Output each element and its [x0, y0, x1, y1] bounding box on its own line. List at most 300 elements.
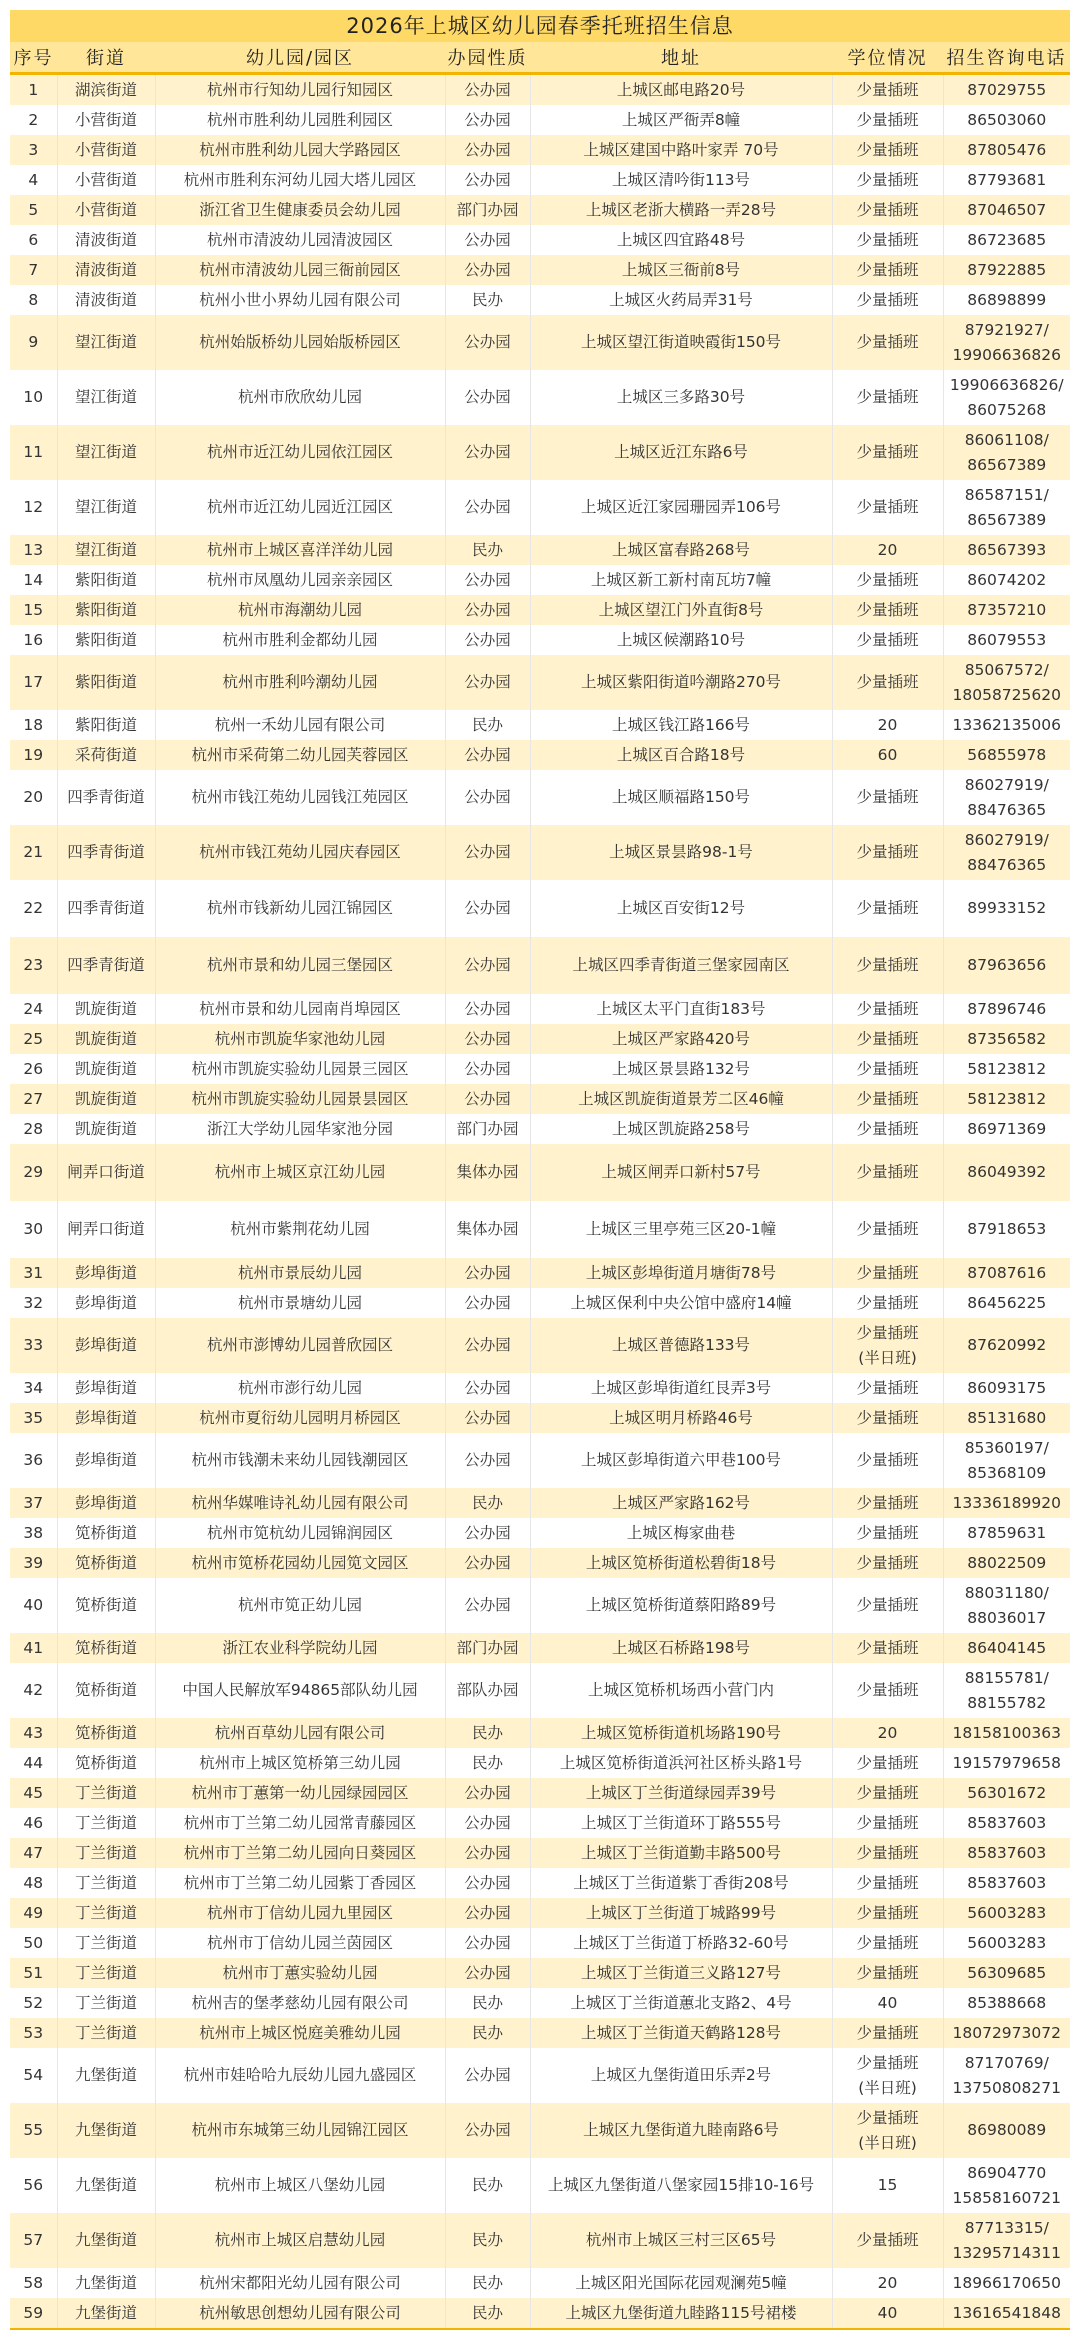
cell-no: 45 [10, 1778, 57, 1808]
cell-street: 清波街道 [57, 225, 155, 255]
cell-type: 集体办园 [445, 1201, 530, 1258]
cell-seats: 少量插班 (半日班) [832, 2103, 943, 2158]
cell-kindergarten: 杭州市采荷第二幼儿园芙蓉园区 [155, 740, 445, 770]
cell-no: 12 [10, 480, 57, 535]
table-row [10, 1288, 1070, 1318]
cell-street: 彭埠街道 [57, 1318, 155, 1373]
cell-seats: 少量插班 [832, 425, 943, 480]
table-row [10, 710, 1070, 740]
cell-seats: 少量插班 [832, 825, 943, 880]
table-row [10, 1808, 1070, 1838]
table-row [10, 565, 1070, 595]
cell-kindergarten: 杭州市钱新幼儿园江锦园区 [155, 880, 445, 937]
cell-type: 民办 [445, 285, 530, 315]
cell-street: 丁兰街道 [57, 1838, 155, 1868]
cell-seats: 40 [832, 2298, 943, 2329]
cell-seats: 少量插班 [832, 1201, 943, 1258]
cell-street: 望江街道 [57, 535, 155, 565]
cell-no: 56 [10, 2158, 57, 2213]
cell-kindergarten: 杭州小世小界幼儿园有限公司 [155, 285, 445, 315]
cell-no: 9 [10, 315, 57, 370]
cell-kindergarten: 杭州市笕桥花园幼儿园笕文园区 [155, 1548, 445, 1578]
cell-no: 46 [10, 1808, 57, 1838]
cell-type: 公办园 [445, 595, 530, 625]
cell-phone: 87805476 [943, 135, 1070, 165]
cell-type: 公办园 [445, 1868, 530, 1898]
table-row [10, 2048, 1070, 2103]
cell-address: 上城区清吟街113号 [530, 165, 832, 195]
cell-kindergarten: 杭州市丁兰第二幼儿园向日葵园区 [155, 1838, 445, 1868]
cell-phone: 86027919/ 88476365 [943, 770, 1070, 825]
cell-kindergarten: 杭州市娃哈哈九辰幼儿园九盛园区 [155, 2048, 445, 2103]
cell-address: 上城区保利中央公馆中盛府14幢 [530, 1288, 832, 1318]
cell-street: 紫阳街道 [57, 655, 155, 710]
cell-no: 16 [10, 625, 57, 655]
col-header-no: 序号 [10, 42, 57, 74]
cell-kindergarten: 杭州市凯旋实验幼儿园景昙园区 [155, 1084, 445, 1114]
cell-type: 公办园 [445, 994, 530, 1024]
cell-phone: 85837603 [943, 1838, 1070, 1868]
table-row [10, 1024, 1070, 1054]
table-row [10, 2268, 1070, 2298]
cell-seats: 少量插班 [832, 1054, 943, 1084]
table-row [10, 740, 1070, 770]
cell-street: 紫阳街道 [57, 625, 155, 655]
cell-address: 上城区富春路268号 [530, 535, 832, 565]
cell-kindergarten: 杭州市上城区悦庭美雅幼儿园 [155, 2018, 445, 2048]
cell-kindergarten: 杭州市近江幼儿园近江园区 [155, 480, 445, 535]
cell-phone: 87921927/ 19906636826 [943, 315, 1070, 370]
cell-phone: 87356582 [943, 1024, 1070, 1054]
col-header-street: 街道 [57, 42, 155, 74]
cell-phone: 86456225 [943, 1288, 1070, 1318]
cell-seats: 少量插班 [832, 1958, 943, 1988]
cell-no: 38 [10, 1518, 57, 1548]
cell-kindergarten: 杭州市澎行幼儿园 [155, 1373, 445, 1403]
table-row [10, 255, 1070, 285]
cell-kindergarten: 杭州市上城区喜洋洋幼儿园 [155, 535, 445, 565]
cell-no: 6 [10, 225, 57, 255]
table-row [10, 195, 1070, 225]
cell-street: 彭埠街道 [57, 1403, 155, 1433]
cell-no: 5 [10, 195, 57, 225]
cell-seats: 少量插班 [832, 225, 943, 255]
cell-address: 上城区丁兰街道天鹤路128号 [530, 2018, 832, 2048]
table-row [10, 1518, 1070, 1548]
cell-no: 35 [10, 1403, 57, 1433]
cell-street: 丁兰街道 [57, 1778, 155, 1808]
cell-street: 凯旋街道 [57, 1024, 155, 1054]
cell-address: 上城区九堡街道九睦南路6号 [530, 2103, 832, 2158]
table-row [10, 655, 1070, 710]
cell-kindergarten: 杭州市钱江苑幼儿园钱江苑园区 [155, 770, 445, 825]
cell-phone: 87170769/ 13750808271 [943, 2048, 1070, 2103]
table-row [10, 1403, 1070, 1433]
cell-phone: 86049392 [943, 1144, 1070, 1201]
cell-phone: 87859631 [943, 1518, 1070, 1548]
cell-no: 40 [10, 1578, 57, 1633]
cell-street: 丁兰街道 [57, 1868, 155, 1898]
cell-kindergarten: 杭州市夏衍幼儿园明月桥园区 [155, 1403, 445, 1433]
cell-phone: 87793681 [943, 165, 1070, 195]
cell-seats: 少量插班 [832, 625, 943, 655]
cell-phone: 85388668 [943, 1988, 1070, 2018]
cell-kindergarten: 杭州市丁信幼儿园九里园区 [155, 1898, 445, 1928]
cell-no: 10 [10, 370, 57, 425]
cell-type: 民办 [445, 2213, 530, 2268]
cell-kindergarten: 杭州市胜利幼儿园大学路园区 [155, 135, 445, 165]
table-row [10, 74, 1070, 106]
cell-phone: 85067572/ 18058725620 [943, 655, 1070, 710]
cell-phone: 86587151/ 86567389 [943, 480, 1070, 535]
cell-address: 上城区百安街12号 [530, 880, 832, 937]
cell-no: 2 [10, 105, 57, 135]
cell-kindergarten: 杭州市笕杭幼儿园锦润园区 [155, 1518, 445, 1548]
cell-seats: 少量插班 [832, 1778, 943, 1808]
cell-type: 公办园 [445, 480, 530, 535]
cell-seats: 少量插班 [832, 1258, 943, 1288]
cell-type: 公办园 [445, 225, 530, 255]
cell-no: 13 [10, 535, 57, 565]
cell-type: 公办园 [445, 1288, 530, 1318]
cell-phone: 13336189920 [943, 1488, 1070, 1518]
cell-type: 公办园 [445, 565, 530, 595]
cell-seats: 少量插班 [832, 135, 943, 165]
cell-kindergarten: 杭州市紫荆花幼儿园 [155, 1201, 445, 1258]
cell-kindergarten: 杭州市丁蕙实验幼儿园 [155, 1958, 445, 1988]
table-row [10, 825, 1070, 880]
cell-seats: 少量插班 [832, 1633, 943, 1663]
cell-kindergarten: 杭州市海潮幼儿园 [155, 595, 445, 625]
table-row [10, 1433, 1070, 1488]
cell-address: 上城区严衙弄8幢 [530, 105, 832, 135]
cell-phone: 86074202 [943, 565, 1070, 595]
col-header-address: 地址 [530, 42, 832, 74]
cell-no: 36 [10, 1433, 57, 1488]
table-row [10, 135, 1070, 165]
cell-kindergarten: 杭州宋都阳光幼儿园有限公司 [155, 2268, 445, 2298]
cell-address: 上城区邮电路20号 [530, 74, 832, 106]
cell-no: 37 [10, 1488, 57, 1518]
cell-kindergarten: 杭州华媒唯诗礼幼儿园有限公司 [155, 1488, 445, 1518]
cell-no: 52 [10, 1988, 57, 2018]
cell-phone: 87918653 [943, 1201, 1070, 1258]
cell-kindergarten: 杭州市上城区八堡幼儿园 [155, 2158, 445, 2213]
table-row [10, 1958, 1070, 1988]
cell-kindergarten: 浙江省卫生健康委员会幼儿园 [155, 195, 445, 225]
cell-type: 公办园 [445, 105, 530, 135]
cell-address: 上城区景昙路98-1号 [530, 825, 832, 880]
cell-no: 19 [10, 740, 57, 770]
cell-seats: 少量插班 [832, 880, 943, 937]
cell-street: 湖滨街道 [57, 74, 155, 106]
cell-address: 上城区顺福路150号 [530, 770, 832, 825]
cell-street: 小营街道 [57, 105, 155, 135]
cell-kindergarten: 杭州市丁蕙第一幼儿园绿园园区 [155, 1778, 445, 1808]
cell-street: 九堡街道 [57, 2158, 155, 2213]
cell-seats: 少量插班 [832, 565, 943, 595]
cell-seats: 少量插班 [832, 1548, 943, 1578]
cell-phone: 86898899 [943, 285, 1070, 315]
cell-seats: 少量插班 [832, 1288, 943, 1318]
cell-phone: 85837603 [943, 1868, 1070, 1898]
cell-seats: 少量插班 (半日班) [832, 1318, 943, 1373]
table-row [10, 105, 1070, 135]
cell-seats: 60 [832, 740, 943, 770]
cell-type: 民办 [445, 710, 530, 740]
cell-address: 上城区丁兰街道丁城路99号 [530, 1898, 832, 1928]
cell-seats: 少量插班 [832, 1433, 943, 1488]
cell-phone: 87963656 [943, 937, 1070, 994]
cell-type: 民办 [445, 2268, 530, 2298]
sheet-title: 2026年上城区幼儿园春季托班招生信息 [10, 10, 1070, 42]
cell-seats: 少量插班 [832, 1898, 943, 1928]
cell-address: 上城区近江东路6号 [530, 425, 832, 480]
cell-address: 上城区彭埠街道六甲巷100号 [530, 1433, 832, 1488]
table-row [10, 2018, 1070, 2048]
cell-type: 公办园 [445, 2048, 530, 2103]
cell-kindergarten: 中国人民解放军94865部队幼儿园 [155, 1663, 445, 1718]
cell-street: 望江街道 [57, 425, 155, 480]
cell-seats: 少量插班 [832, 1518, 943, 1548]
cell-phone: 86723685 [943, 225, 1070, 255]
cell-type: 公办园 [445, 1024, 530, 1054]
cell-phone: 56855978 [943, 740, 1070, 770]
cell-type: 民办 [445, 535, 530, 565]
cell-phone: 86404145 [943, 1633, 1070, 1663]
cell-no: 29 [10, 1144, 57, 1201]
cell-address: 上城区景昙路132号 [530, 1054, 832, 1084]
cell-street: 彭埠街道 [57, 1433, 155, 1488]
cell-address: 上城区丁兰街道丁桥路32-60号 [530, 1928, 832, 1958]
cell-phone: 87029755 [943, 74, 1070, 106]
cell-kindergarten: 杭州市清波幼儿园清波园区 [155, 225, 445, 255]
cell-kindergarten: 杭州市胜利吟潮幼儿园 [155, 655, 445, 710]
table-row [10, 1718, 1070, 1748]
cell-street: 笕桥街道 [57, 1748, 155, 1778]
cell-seats: 少量插班 [832, 595, 943, 625]
cell-seats: 少量插班 [832, 285, 943, 315]
cell-phone: 56301672 [943, 1778, 1070, 1808]
cell-street: 笕桥街道 [57, 1518, 155, 1548]
table-row [10, 770, 1070, 825]
cell-street: 小营街道 [57, 135, 155, 165]
cell-seats: 少量插班 [832, 2213, 943, 2268]
cell-type: 公办园 [445, 625, 530, 655]
cell-address: 上城区望江街道映霞街150号 [530, 315, 832, 370]
cell-type: 民办 [445, 1488, 530, 1518]
cell-seats: 20 [832, 2268, 943, 2298]
cell-street: 丁兰街道 [57, 1898, 155, 1928]
cell-kindergarten: 杭州百草幼儿园有限公司 [155, 1718, 445, 1748]
cell-type: 公办园 [445, 1838, 530, 1868]
cell-kindergarten: 杭州始版桥幼儿园始版桥园区 [155, 315, 445, 370]
cell-kindergarten: 杭州市景辰幼儿园 [155, 1258, 445, 1288]
table-row [10, 1898, 1070, 1928]
cell-address: 上城区梅家曲巷 [530, 1518, 832, 1548]
table-row [10, 225, 1070, 255]
cell-street: 小营街道 [57, 165, 155, 195]
table-row [10, 315, 1070, 370]
cell-kindergarten: 杭州市澎博幼儿园普欣园区 [155, 1318, 445, 1373]
cell-street: 九堡街道 [57, 2213, 155, 2268]
cell-type: 民办 [445, 1988, 530, 2018]
cell-address: 上城区百合路18号 [530, 740, 832, 770]
cell-no: 17 [10, 655, 57, 710]
cell-kindergarten: 杭州市景和幼儿园南肖埠园区 [155, 994, 445, 1024]
cell-no: 54 [10, 2048, 57, 2103]
col-header-type: 办园性质 [445, 42, 530, 74]
cell-no: 31 [10, 1258, 57, 1288]
cell-address: 上城区新工新村南瓦坊7幢 [530, 565, 832, 595]
cell-phone: 85837603 [943, 1808, 1070, 1838]
cell-address: 上城区丁兰街道环丁路555号 [530, 1808, 832, 1838]
cell-street: 凯旋街道 [57, 1054, 155, 1084]
cell-seats: 少量插班 [832, 315, 943, 370]
cell-address: 上城区笕桥街道浜河社区桥头路1号 [530, 1748, 832, 1778]
cell-type: 公办园 [445, 1548, 530, 1578]
cell-street: 九堡街道 [57, 2298, 155, 2329]
cell-no: 3 [10, 135, 57, 165]
cell-no: 41 [10, 1633, 57, 1663]
cell-address: 上城区凯旋街道景芳二区46幢 [530, 1084, 832, 1114]
cell-kindergarten: 杭州市胜利东河幼儿园大塔儿园区 [155, 165, 445, 195]
cell-no: 32 [10, 1288, 57, 1318]
cell-address: 上城区九堡街道八堡家园15排10-16号 [530, 2158, 832, 2213]
cell-seats: 40 [832, 1988, 943, 2018]
cell-type: 公办园 [445, 425, 530, 480]
cell-no: 24 [10, 994, 57, 1024]
cell-phone: 86971369 [943, 1114, 1070, 1144]
cell-street: 凯旋街道 [57, 1114, 155, 1144]
cell-phone: 85360197/ 85368109 [943, 1433, 1070, 1488]
header-row [10, 42, 1070, 74]
table-row [10, 1868, 1070, 1898]
enrollment-sheet [10, 10, 1070, 2330]
cell-kindergarten: 杭州敏思创想幼儿园有限公司 [155, 2298, 445, 2329]
table-row [10, 1318, 1070, 1373]
table-row [10, 994, 1070, 1024]
cell-no: 57 [10, 2213, 57, 2268]
cell-phone: 18158100363 [943, 1718, 1070, 1748]
cell-phone: 86079553 [943, 625, 1070, 655]
cell-seats: 少量插班 [832, 937, 943, 994]
cell-type: 公办园 [445, 315, 530, 370]
cell-seats: 少量插班 [832, 1748, 943, 1778]
cell-phone: 86503060 [943, 105, 1070, 135]
cell-phone: 87896746 [943, 994, 1070, 1024]
cell-seats: 少量插班 [832, 1024, 943, 1054]
table-row [10, 1748, 1070, 1778]
cell-phone: 85131680 [943, 1403, 1070, 1433]
cell-street: 笕桥街道 [57, 1578, 155, 1633]
table-row [10, 1488, 1070, 1518]
table-row [10, 425, 1070, 480]
cell-type: 公办园 [445, 1433, 530, 1488]
cell-address: 上城区笕桥街道机场路190号 [530, 1718, 832, 1748]
cell-street: 紫阳街道 [57, 710, 155, 740]
cell-phone: 89933152 [943, 880, 1070, 937]
cell-no: 26 [10, 1054, 57, 1084]
cell-kindergarten: 杭州市东城第三幼儿园锦江园区 [155, 2103, 445, 2158]
cell-kindergarten: 杭州市丁兰第二幼儿园常青藤园区 [155, 1808, 445, 1838]
cell-no: 58 [10, 2268, 57, 2298]
cell-type: 公办园 [445, 165, 530, 195]
cell-seats: 少量插班 [832, 1928, 943, 1958]
cell-type: 部门办园 [445, 1633, 530, 1663]
cell-street: 彭埠街道 [57, 1488, 155, 1518]
table-row [10, 937, 1070, 994]
cell-address: 上城区阳光国际花园观澜苑5幢 [530, 2268, 832, 2298]
cell-street: 紫阳街道 [57, 565, 155, 595]
cell-phone: 18966170650 [943, 2268, 1070, 2298]
cell-no: 25 [10, 1024, 57, 1054]
cell-phone: 58123812 [943, 1084, 1070, 1114]
cell-seats: 少量插班 [832, 255, 943, 285]
cell-street: 凯旋街道 [57, 1084, 155, 1114]
cell-address: 上城区四季青街道三堡家园南区 [530, 937, 832, 994]
cell-seats: 少量插班 [832, 1084, 943, 1114]
cell-kindergarten: 杭州吉的堡孝慈幼儿园有限公司 [155, 1988, 445, 2018]
cell-seats: 少量插班 [832, 105, 943, 135]
cell-kindergarten: 杭州市近江幼儿园依江园区 [155, 425, 445, 480]
cell-address: 上城区三多路30号 [530, 370, 832, 425]
cell-kindergarten: 杭州市上城区笕桥第三幼儿园 [155, 1748, 445, 1778]
table-row [10, 1114, 1070, 1144]
table-row [10, 1838, 1070, 1868]
table-row [10, 2103, 1070, 2158]
cell-address: 上城区九堡街道九睦路115号裙楼 [530, 2298, 832, 2329]
cell-address: 上城区丁兰街道紫丁香街208号 [530, 1868, 832, 1898]
cell-seats: 少量插班 [832, 1578, 943, 1633]
cell-type: 部门办园 [445, 195, 530, 225]
table-row [10, 2298, 1070, 2329]
cell-seats: 少量插班 [832, 480, 943, 535]
cell-no: 59 [10, 2298, 57, 2329]
col-header-phone: 招生咨询电话 [943, 42, 1070, 74]
cell-type: 公办园 [445, 880, 530, 937]
cell-type: 集体办园 [445, 1144, 530, 1201]
cell-no: 7 [10, 255, 57, 285]
cell-street: 笕桥街道 [57, 1718, 155, 1748]
cell-address: 上城区凯旋路258号 [530, 1114, 832, 1144]
cell-type: 公办园 [445, 1258, 530, 1288]
cell-phone: 58123812 [943, 1054, 1070, 1084]
cell-kindergarten: 杭州市钱江苑幼儿园庆春园区 [155, 825, 445, 880]
cell-kindergarten: 杭州市丁信幼儿园兰茵园区 [155, 1928, 445, 1958]
cell-kindergarten: 杭州市胜利幼儿园胜利园区 [155, 105, 445, 135]
cell-type: 公办园 [445, 1898, 530, 1928]
cell-type: 公办园 [445, 1808, 530, 1838]
cell-address: 上城区丁兰街道蕙北支路2、4号 [530, 1988, 832, 2018]
cell-street: 凯旋街道 [57, 994, 155, 1024]
cell-kindergarten: 杭州市上城区启慧幼儿园 [155, 2213, 445, 2268]
cell-seats: 少量插班 [832, 74, 943, 106]
cell-street: 丁兰街道 [57, 1958, 155, 1988]
cell-no: 48 [10, 1868, 57, 1898]
cell-street: 笕桥街道 [57, 1663, 155, 1718]
cell-kindergarten: 杭州市凯旋实验幼儿园景三园区 [155, 1054, 445, 1084]
cell-street: 望江街道 [57, 370, 155, 425]
cell-street: 彭埠街道 [57, 1258, 155, 1288]
cell-street: 笕桥街道 [57, 1548, 155, 1578]
table-row [10, 880, 1070, 937]
table-row [10, 1144, 1070, 1201]
cell-kindergarten: 杭州市胜利金都幼儿园 [155, 625, 445, 655]
cell-no: 51 [10, 1958, 57, 1988]
cell-phone: 87357210 [943, 595, 1070, 625]
cell-phone: 87046507 [943, 195, 1070, 225]
